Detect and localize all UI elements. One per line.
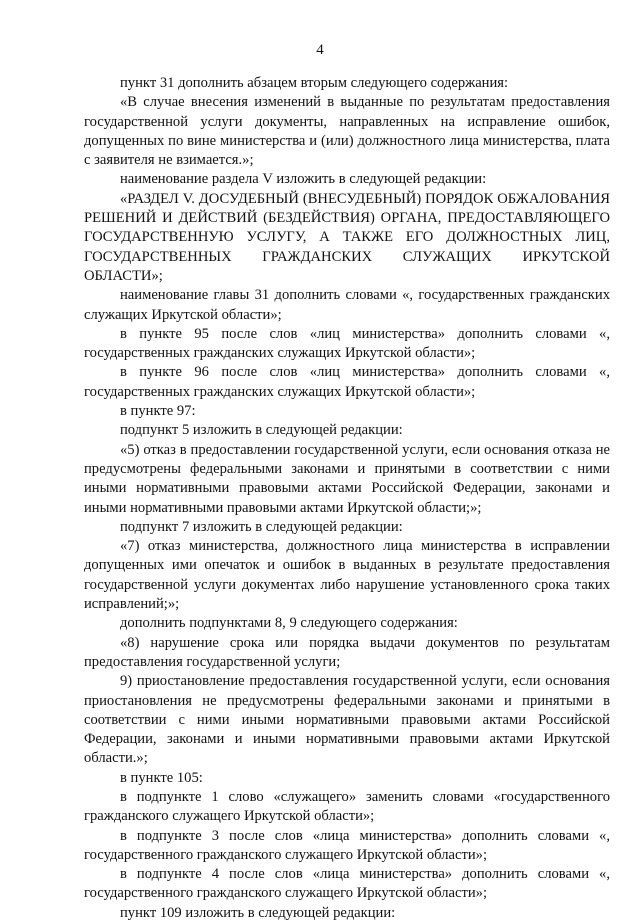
paragraph: в пункте 97: — [120, 403, 196, 420]
paragraph: наименование главы 31 дополнить словами «, государственных гражданских служащих Иркутской области»; — [84, 287, 610, 323]
paragraph: в пункте 105: — [120, 769, 203, 786]
page-number: 4 — [316, 42, 324, 58]
paragraph: пункт 109 изложить в следующей редакции: — [120, 904, 396, 921]
paragraph: наименование раздела V изложить в следующей редакции: — [120, 171, 487, 188]
paragraph: пункт 31 дополнить абзацем вторым следующего содержания: — [120, 75, 509, 91]
paragraph: дополнить подпунктами 8, 9 следующего содержания: — [120, 615, 458, 632]
paragraph: «7) отказ министерства, должностного лица министерства в исправлении допущенных ими опечаток и ошибок в выданных в результате предоставления государственной услуги документах либо нарушение установленного срока таких исправлений;»; — [84, 538, 610, 613]
section-heading-paragraph: «РАЗДЕЛ V. ДОСУДЕБНЫЙ (ВНЕСУДЕБНЫЙ) ПОРЯДОК ОБЖАЛОВАНИЯ РЕШЕНИЙ И ДЕЙСТВИЙ (БЕЗДЕЙСТВИЯ) ОРГАНА, ПРЕДОСТАВЛЯЮЩЕГО ГОСУДАРСТВЕННУЮ УСЛУГУ, А ТАКЖЕ ЕГО ДОЛЖНОСТНЫХ ЛИЦ, ГОСУДАРСТВЕННЫХ ГРАЖДАНСКИХ СЛУЖАЩИХ ИРКУТСКОЙ ОБЛАСТИ»; — [84, 190, 610, 284]
paragraph: в пункте 95 после слов «лиц министерства» дополнить словами «, государственных гражданских служащих Иркутской области»; — [84, 325, 610, 362]
paragraph: в подпункте 4 после слов «лица министерства» дополнить словами «, государственного гражданского служащего Иркутской области»; — [84, 866, 610, 902]
paragraph: «5) отказ в предоставлении государственной услуги, если основания отказа не предусмотрены федеральными законами и принятыми в соответствии с ними иными нормативными правовыми актами Российской Федерации, законами и иными нормативными правовыми актами Иркутской области;»; — [84, 441, 610, 516]
paragraph: подпункт 5 изложить в следующей редакции: — [120, 422, 403, 439]
paragraph: в подпункте 3 после слов «лица министерства» дополнить словами «, государственного гражданского служащего Иркутской области»; — [84, 827, 610, 863]
paragraph: подпункт 7 изложить в следующей редакции: — [120, 518, 403, 535]
paragraph: «8) нарушение срока или порядка выдачи документов по результатам предоставления государственной услуги; — [84, 634, 610, 670]
paragraph: «В случае внесения изменений в выданные по результатам предоставления государственной услуги документы, направленных на исправление ошибок, допущенных по вине министерства и (или) должностного лица министерства, плата с заявителя не взимается.»; — [84, 94, 610, 169]
paragraph: 9) приостановление предоставления государственной услуги, если основания приостановления не предусмотрены федеральными законами и принятыми в соответствии с ними иными нормативными правовыми актами Российской Федерации, законами и иными нормативными правовыми актами Иркутской области.»; — [84, 673, 610, 767]
paragraph: в пункте 96 после слов «лиц министерства» дополнить словами «, государственных гражданских служащих Иркутской области»; — [84, 364, 610, 400]
document-body — [84, 74, 610, 923]
paragraph: в подпункте 1 слово «служащего» заменить словами «государственного гражданского служащего Иркутской области»; — [84, 788, 610, 825]
